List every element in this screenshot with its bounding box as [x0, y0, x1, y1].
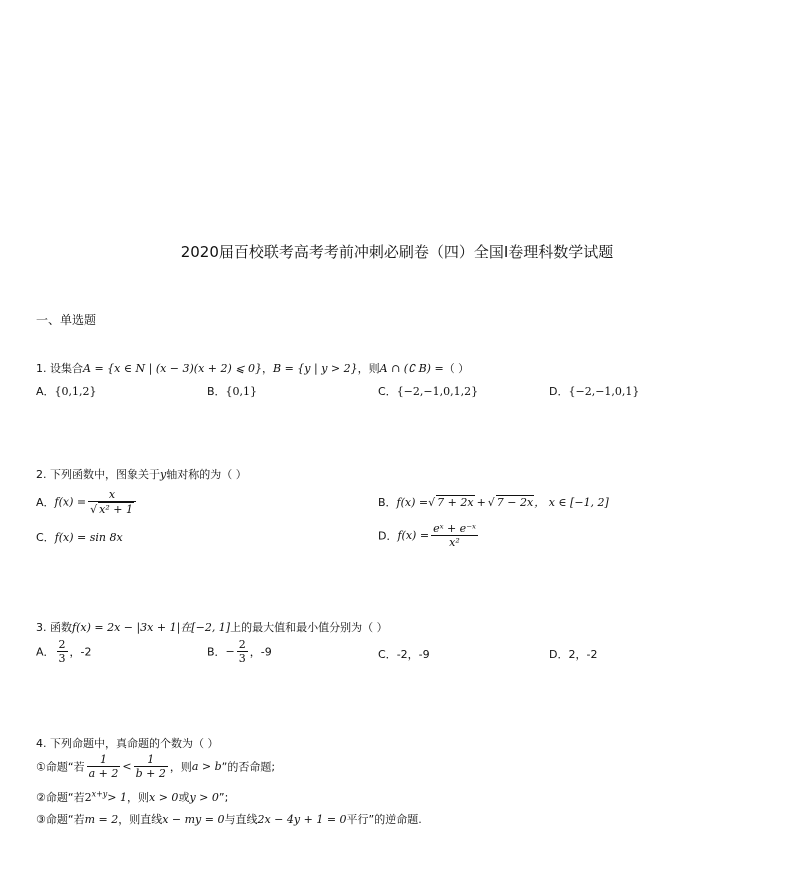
- statement-math: m = 2: [84, 813, 119, 826]
- option-lhs: f(x) =: [396, 496, 429, 509]
- fraction-denominator: 3: [238, 652, 246, 665]
- q1-sep: ，: [262, 362, 274, 375]
- fraction-numerator: 2: [238, 638, 246, 651]
- q2-option-a: [36, 488, 138, 516]
- q2-option-b: [378, 494, 609, 510]
- radicand: x² + 1: [99, 503, 133, 516]
- option-text: {0,1,2}: [54, 385, 97, 398]
- statement-math: x > 0: [149, 791, 179, 804]
- radical-sign: √: [90, 503, 98, 516]
- less-than-sign: <: [122, 760, 132, 773]
- q1-prefix: 1. 设集合: [36, 362, 83, 375]
- statement-text: ，则: [127, 791, 150, 804]
- q2-stem-text: 2. 下列函数中，图象关于: [36, 468, 160, 481]
- option-text: {0,1}: [225, 385, 258, 398]
- q1-expr: A ∩ (∁ B) =: [379, 362, 444, 375]
- statement-fraction: [134, 753, 168, 780]
- fraction-denominator: [88, 502, 136, 516]
- plus-sign: +: [476, 496, 486, 509]
- statement-text: ③命题“若: [36, 813, 85, 826]
- option-label: C．: [378, 648, 397, 661]
- section-heading: 一、单选题: [36, 313, 97, 327]
- statement-math: > 1: [107, 791, 128, 804]
- q1-set-a: A = {x ∈ N | (x − 3)(x + 2) ⩽ 0}: [83, 362, 263, 375]
- q2-axis: y: [160, 468, 167, 481]
- statement-math: a > b: [191, 760, 222, 773]
- statement-fraction: [87, 753, 121, 780]
- statement-text: ①命题“若: [36, 760, 85, 774]
- q2-option-d: [378, 522, 480, 549]
- fraction-denominator: b + 2: [135, 767, 166, 780]
- q3-expr: f(x) = 2x − |3x + 1|: [72, 621, 181, 634]
- page-title: 2020届百校联考高考考前冲刺必刷卷（四）全国I卷理科数学试题: [180, 243, 614, 261]
- option-label: D．: [549, 648, 569, 661]
- question-1-stem: [36, 360, 469, 376]
- q1-option-c: [378, 383, 478, 399]
- q3-option-a: [36, 638, 92, 665]
- q2d-fraction: [431, 522, 478, 549]
- option-text: -2，-9: [396, 648, 430, 661]
- fraction-numerator: 2: [58, 638, 66, 651]
- q3-option-d: [549, 646, 597, 662]
- statement-text: ，则: [169, 760, 192, 774]
- q3-interval: 在[−2, 1]: [180, 621, 231, 634]
- option-rest: ，-9: [249, 645, 272, 659]
- question-3-stem: [36, 619, 388, 635]
- option-rest: ，-2: [69, 645, 92, 659]
- option-fraction: [237, 638, 248, 665]
- radical-sign: √: [487, 496, 495, 509]
- option-label: B．: [207, 645, 226, 659]
- q3-option-c: [378, 646, 430, 662]
- fraction-numerator: eˣ + e⁻ˣ: [433, 522, 476, 535]
- q1-option-a: [36, 383, 97, 399]
- fraction-numerator: 1: [134, 753, 168, 767]
- q4-statement-2: [36, 789, 228, 805]
- q3-prefix: 3. 函数: [36, 621, 72, 634]
- q1-blank: （ ）: [443, 362, 470, 375]
- fraction-denominator: 3: [58, 652, 66, 665]
- q2-stem-end: 轴对称的为（ ）: [166, 468, 247, 481]
- option-label: C．: [378, 385, 397, 398]
- statement-text: 平行”的逆命题.: [346, 813, 422, 826]
- radicand: 7 − 2x: [496, 496, 534, 509]
- q2a-fraction: [88, 488, 136, 516]
- option-text: 2，-2: [568, 648, 598, 661]
- option-text: f(x) = sin 8x: [54, 531, 123, 544]
- statement-math: x − my = 0: [162, 813, 225, 826]
- q1-mid: ，则: [357, 362, 380, 375]
- option-label: D．: [549, 385, 569, 398]
- statement-math: 2x − 4y + 1 = 0: [257, 813, 347, 826]
- statement-text: ②命题“若: [36, 791, 85, 804]
- option-fraction: [57, 638, 68, 665]
- option-text: {−2,−1,0,1}: [568, 385, 640, 398]
- option-label: A．: [36, 645, 55, 659]
- radicand: 7 + 2x: [437, 496, 474, 509]
- radical-sign: √: [428, 496, 436, 509]
- statement-text: ”的否命题;: [221, 760, 276, 774]
- option-text: {−2,−1,0,1,2}: [396, 385, 479, 398]
- option-label: A．: [36, 385, 55, 398]
- fraction-numerator: x: [88, 488, 136, 502]
- q1-set-b: B = {y | y > 2}: [273, 362, 358, 375]
- q1-option-d: [549, 383, 639, 399]
- fraction-denominator: a + 2: [88, 767, 119, 780]
- option-lhs: f(x) =: [397, 529, 430, 542]
- statement-math: y > 0: [189, 791, 219, 804]
- question-4-stem: 4. 下列命题中，真命题的个数为（ ）: [36, 737, 219, 750]
- fraction-numerator: 1: [87, 753, 121, 767]
- option-label: B．: [207, 385, 226, 398]
- statement-text: 或: [178, 791, 190, 804]
- option-lhs: f(x) =: [54, 495, 87, 509]
- domain-text: ， x ∈ [−1, 2]: [534, 496, 609, 509]
- q3-suffix: 上的最大值和最小值分别为（ ）: [230, 621, 388, 634]
- q1-option-b: [207, 383, 257, 399]
- statement-text: ，则直线: [118, 813, 163, 826]
- question-2-stem: [36, 466, 247, 482]
- option-label: D．: [378, 529, 398, 543]
- option-label: C．: [36, 531, 55, 544]
- minus-sign: −: [225, 645, 235, 658]
- q4-statement-3: [36, 811, 422, 827]
- fraction-denominator: x²: [449, 536, 460, 549]
- q2-option-c: [36, 529, 123, 545]
- statement-text: ”;: [218, 791, 229, 804]
- q4-statement-1: [36, 753, 275, 780]
- statement-text: 与直线: [224, 813, 258, 826]
- option-label: B．: [378, 496, 397, 509]
- option-label: A．: [36, 496, 55, 509]
- q3-option-b: [207, 638, 272, 665]
- exponent: x+y: [91, 789, 108, 799]
- exponent-base: 2: [84, 791, 92, 804]
